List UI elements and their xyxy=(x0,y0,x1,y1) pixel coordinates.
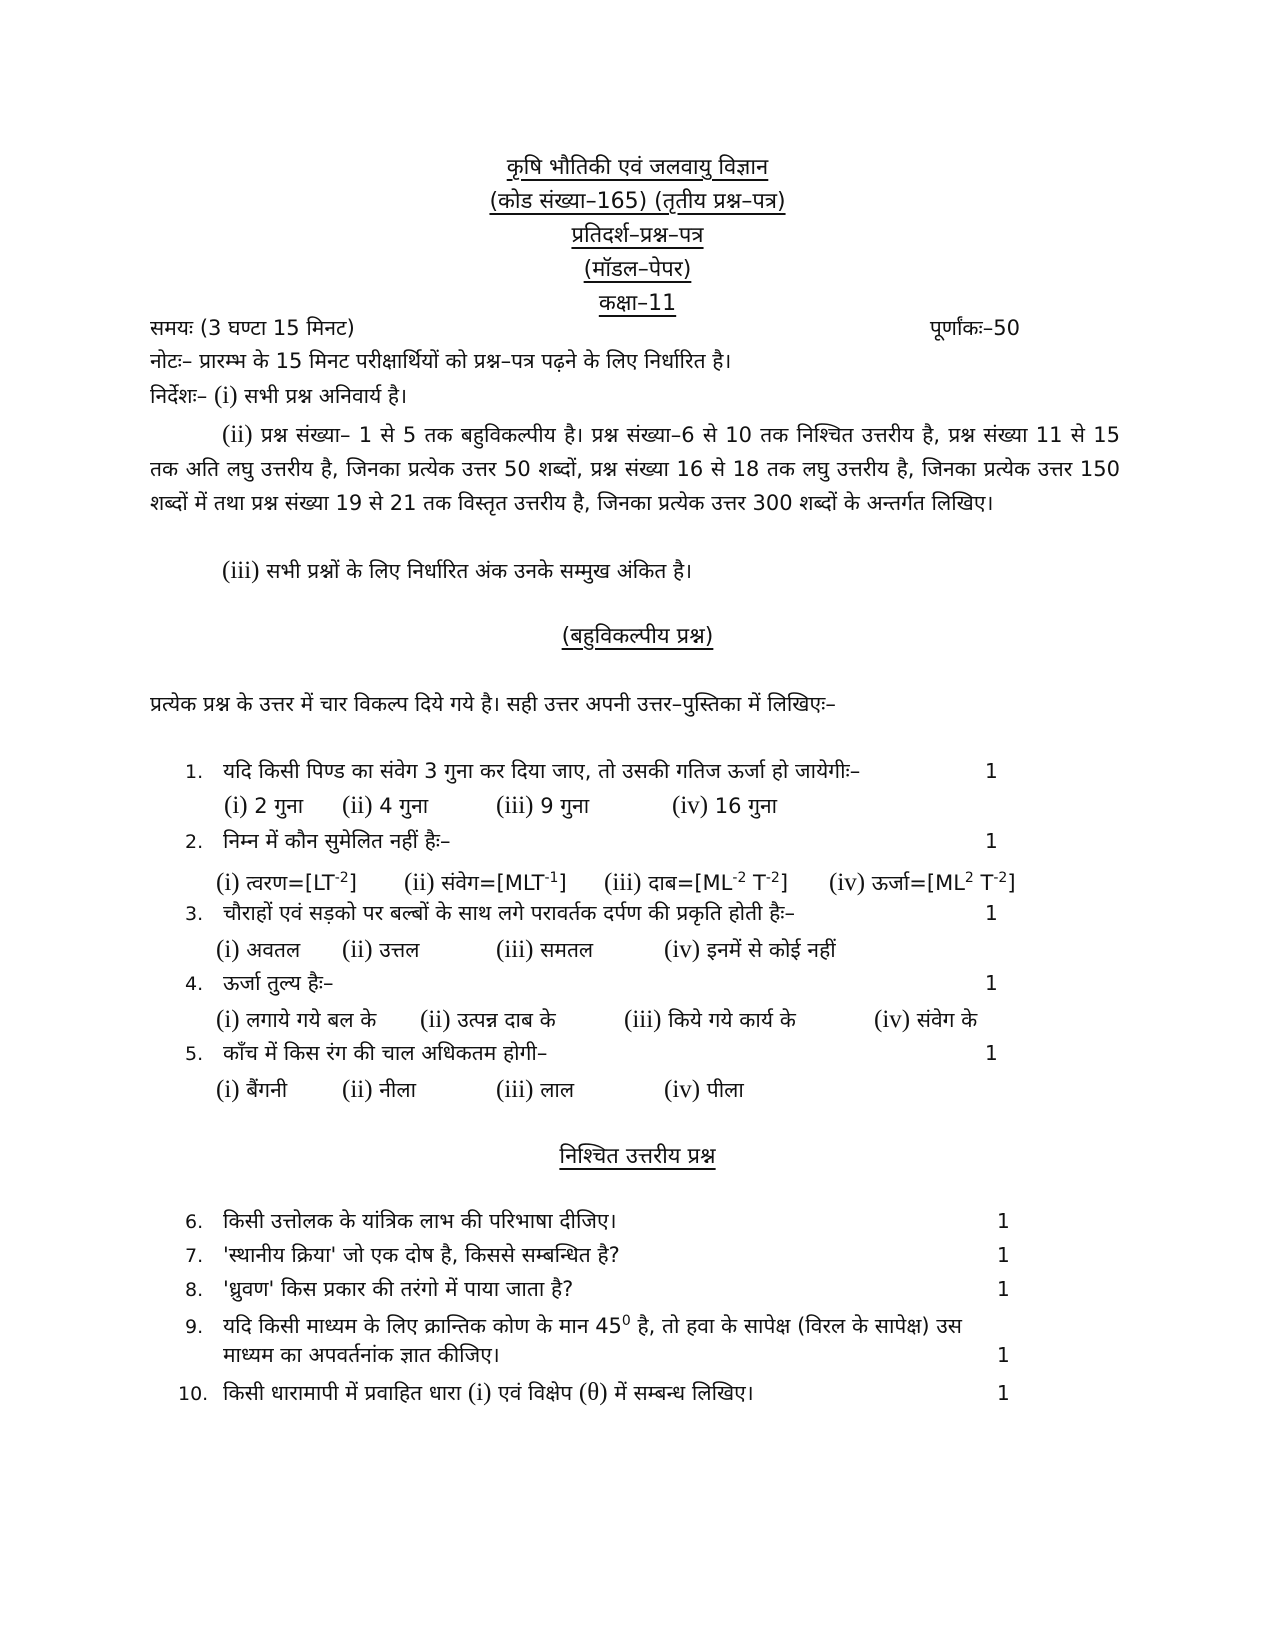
instruction-1-text: सभी प्रश्न अनिवार्य है। xyxy=(244,384,408,408)
option-text: (i) xyxy=(216,936,240,963)
question-marks: 1 xyxy=(997,1209,1010,1233)
option-text: समतल xyxy=(540,938,594,962)
question-number: 9. xyxy=(185,1316,204,1338)
instruction-2 xyxy=(150,418,1120,520)
question-text: चौराहों एवं सड़को पर बल्बों के साथ लगे परावर्तक दर्पण की प्रकृति होती हैः– xyxy=(223,901,796,925)
definite-question-10 xyxy=(178,1378,1138,1409)
question-marks: 1 xyxy=(985,901,998,925)
question-text: 'ध्रुवण' किस प्रकार की तरंगो में पाया जाता है? xyxy=(223,1277,574,1301)
question-marks: 1 xyxy=(997,1343,1010,1367)
question-number: 7. xyxy=(185,1245,204,1267)
question-marks: 1 xyxy=(997,1243,1010,1267)
option-text: (ii) xyxy=(342,792,373,819)
option-text: नीला xyxy=(379,1078,417,1102)
definite-question-6 xyxy=(185,1206,1145,1237)
option-iii xyxy=(624,1004,796,1036)
option-text: T xyxy=(973,871,994,895)
subject-title: कृषि भौतिकी एवं जलवायु विज्ञान xyxy=(506,155,769,180)
section-heading-text: (बहुविकल्पीय प्रश्न) xyxy=(561,624,714,649)
option-text: इनमें से कोई नहीं xyxy=(706,938,836,962)
time-marks-row xyxy=(150,312,1150,344)
option-text: 9 गुना xyxy=(540,794,590,818)
option-iii xyxy=(496,790,589,822)
option-text: (iv) xyxy=(672,792,709,819)
question-marks: 1 xyxy=(997,1381,1010,1405)
option-text: ] xyxy=(1007,871,1016,895)
option-iv xyxy=(829,862,1016,899)
note-line: नोटः– प्रारम्भ के 15 मिनट परीक्षार्थियों को प्रश्न–पत्र पढ़ने के लिए निर्धारित है। xyxy=(150,349,732,373)
current-symbol: (i) xyxy=(467,1379,492,1406)
option-text: ] xyxy=(558,871,567,895)
question-marks: 1 xyxy=(985,1041,998,1065)
option-text: लाल xyxy=(540,1078,575,1102)
option-ii xyxy=(342,1074,416,1106)
question-text: किसी उत्तोलक के यांत्रिक लाभ की परिभाषा दीजिए। xyxy=(223,1209,617,1233)
option-text: (iii) xyxy=(604,869,642,896)
question-marks: 1 xyxy=(985,971,998,995)
instructions-label: निर्देशः– xyxy=(150,384,208,408)
option-exponent: -2 xyxy=(732,870,747,886)
question-number: 2. xyxy=(185,831,204,853)
question-marks: 1 xyxy=(985,759,998,783)
option-text: अवतल xyxy=(246,938,301,962)
theta-symbol: (θ) xyxy=(578,1379,608,1406)
question-text-a: किसी धारामापी में प्रवाहित धारा xyxy=(223,1381,468,1405)
mcq-question-3 xyxy=(185,898,1145,929)
option-text: (iii) xyxy=(624,1006,662,1033)
option-text: T xyxy=(746,871,766,895)
option-text: (i) xyxy=(216,1006,240,1033)
instruction-2-num: (ii) xyxy=(222,421,253,448)
option-text: (ii) xyxy=(342,936,373,963)
code-line: (कोड संख्या–165) (तृतीय प्रश्न–पत्र) xyxy=(489,189,786,214)
option-iv xyxy=(672,790,777,822)
instruction-1 xyxy=(150,380,1150,412)
option-text: संवेग के xyxy=(916,1008,978,1032)
option-text: (iii) xyxy=(496,936,534,963)
question-number: 6. xyxy=(185,1211,204,1233)
option-text: दाब=[ML xyxy=(648,871,733,895)
option-text: उत्तल xyxy=(379,938,420,962)
option-text: (iv) xyxy=(664,1076,701,1103)
option-exponent: 2 xyxy=(964,870,974,886)
option-text: (i) xyxy=(224,792,248,819)
definite-question-8 xyxy=(185,1274,1145,1305)
option-text: उत्पन्न दाब के xyxy=(457,1008,556,1032)
question-text: निम्न में कौन सुमेलित नहीं हैः– xyxy=(223,829,451,853)
option-ii xyxy=(420,1004,556,1036)
instruction-3-num: (iii) xyxy=(222,557,260,584)
option-text: संवेग=[MLT xyxy=(441,871,545,895)
instruction-1-num: (i) xyxy=(213,382,238,409)
option-i xyxy=(216,1004,376,1036)
question-number: 8. xyxy=(185,1279,204,1301)
option-ii xyxy=(342,934,420,966)
question-number: 10. xyxy=(178,1383,209,1405)
question-text-c: माध्यम का अपवर्तनांक ज्ञात कीजिए। xyxy=(223,1343,500,1367)
question-number: 1. xyxy=(185,761,204,783)
instruction-3-text: सभी प्रश्नों के लिए निर्धारित अंक उनके सम्मुख अंकित है। xyxy=(266,559,693,583)
option-exponent: -2 xyxy=(334,870,349,886)
paper-type: प्रतिदर्श–प्रश्न–पत्र xyxy=(571,223,704,248)
question-text: 'स्थानीय क्रिया' जो एक दोष है, किससे सम्बन्धित है? xyxy=(223,1243,620,1267)
definite-question-9 xyxy=(185,1306,1145,1342)
question-text: काँच में किस रंग की चाल अधिकतम होगी– xyxy=(223,1041,548,1065)
option-text: लगाये गये बल के xyxy=(246,1008,377,1032)
mcq-question-1 xyxy=(185,756,1145,787)
option-iv xyxy=(664,934,836,966)
option-text: (iii) xyxy=(496,792,534,819)
option-iv xyxy=(874,1004,977,1036)
option-text: 2 गुना xyxy=(254,794,304,818)
mcq-question-2 xyxy=(185,826,1145,857)
question-number: 5. xyxy=(185,1043,204,1065)
option-ii xyxy=(342,790,428,822)
option-iii xyxy=(496,1074,574,1106)
mcq-heading xyxy=(0,620,1275,650)
option-text: (iv) xyxy=(664,936,701,963)
degree-exponent: 0 xyxy=(621,1313,631,1329)
class-label: कक्षा–11 xyxy=(598,291,677,316)
option-text: ] xyxy=(348,871,357,895)
option-text: (iv) xyxy=(874,1006,911,1033)
instruction-2-text: प्रश्न संख्या– 1 से 5 तक बहुविकल्पीय है। प्रश्न संख्या–6 से 10 तक निश्चित उत्तरीय है, प्रश्न संख्या 11 से 15 तक अति लघु उत्तरीय है, जिनका प्रत्येक उत्तर 50 शब्दों, प्रश्न संख्या 16 से 18 तक लघु उत्तरीय है, जिनका प्रत्येक उत्तर 150 शब्दों में तथा प्रश्न संख्या 19 से 21 तक विस्तृत उत्तरीय है, जिनका प्रत्येक उत्तर 300 शब्दों के अन्तर्गत लिखिए। xyxy=(150,423,1120,515)
option-text: (ii) xyxy=(420,1006,451,1033)
option-i xyxy=(224,790,303,822)
option-text: (iv) xyxy=(829,869,866,896)
question-marks: 1 xyxy=(985,829,998,853)
option-ii xyxy=(404,862,567,899)
option-text: त्वरण=[LT xyxy=(246,871,335,895)
definite-heading xyxy=(0,1140,1275,1170)
option-text: (i) xyxy=(216,1076,240,1103)
mcq-question-5 xyxy=(185,1038,1145,1069)
option-text: (iii) xyxy=(496,1076,534,1103)
definite-question-9-cont xyxy=(223,1340,1183,1370)
option-exponent: -1 xyxy=(544,870,559,886)
option-text: पीला xyxy=(706,1078,744,1102)
option-i xyxy=(216,1074,287,1106)
option-iii xyxy=(604,862,788,899)
option-iv xyxy=(664,1074,744,1106)
question-number: 3. xyxy=(185,903,204,925)
question-number: 4. xyxy=(185,973,204,995)
option-text: (i) xyxy=(216,869,240,896)
definite-question-7 xyxy=(185,1240,1145,1271)
question-text: ऊर्जा तुल्य हैः– xyxy=(223,971,334,995)
section-heading-text: निश्चित उत्तरीय प्रश्न xyxy=(559,1144,716,1169)
paper-title-block xyxy=(0,150,1275,320)
question-text: यदि किसी पिण्ड का संवेग 3 गुना कर दिया जाए, तो उसकी गतिज ऊर्जा हो जायेगीः– xyxy=(223,759,861,783)
max-marks: पूर्णांकः–50 xyxy=(929,316,1020,340)
option-text: 16 गुना xyxy=(714,794,778,818)
option-text: (ii) xyxy=(342,1076,373,1103)
option-i xyxy=(216,862,357,899)
time-label: समयः (3 घण्टा 15 मिनट) xyxy=(150,316,355,340)
question-text-a: यदि किसी माध्यम के लिए क्रान्तिक कोण के मान 45 xyxy=(223,1314,622,1338)
instruction-3 xyxy=(150,555,1150,587)
option-text: ऊर्जा=[ML xyxy=(871,871,965,895)
mcq-intro: प्रत्येक प्रश्न के उत्तर में चार विकल्प दिये गये है। सही उत्तर अपनी उत्तर–पुस्तिका में लिखिएः– xyxy=(150,692,836,716)
option-text: ] xyxy=(779,871,789,895)
option-iii xyxy=(496,934,593,966)
question-text-b: एवं विक्षेप xyxy=(491,1381,579,1405)
question-marks: 1 xyxy=(997,1277,1010,1301)
question-text-c: में सम्बन्ध लिखिए। xyxy=(607,1381,754,1405)
mcq-question-4 xyxy=(185,968,1145,999)
option-i xyxy=(216,934,300,966)
option-exponent: -2 xyxy=(765,870,780,886)
option-text: (ii) xyxy=(404,869,435,896)
question-text-b: है, तो हवा के सापेक्ष (विरल के सापेक्ष) उस xyxy=(630,1314,962,1338)
paper-type-en: (मॉडल–पेपर) xyxy=(583,257,692,282)
option-text: किये गये कार्य के xyxy=(668,1008,796,1032)
option-text: 4 गुना xyxy=(379,794,429,818)
option-text: बैंगनी xyxy=(246,1078,288,1102)
option-exponent: -2 xyxy=(993,870,1008,886)
